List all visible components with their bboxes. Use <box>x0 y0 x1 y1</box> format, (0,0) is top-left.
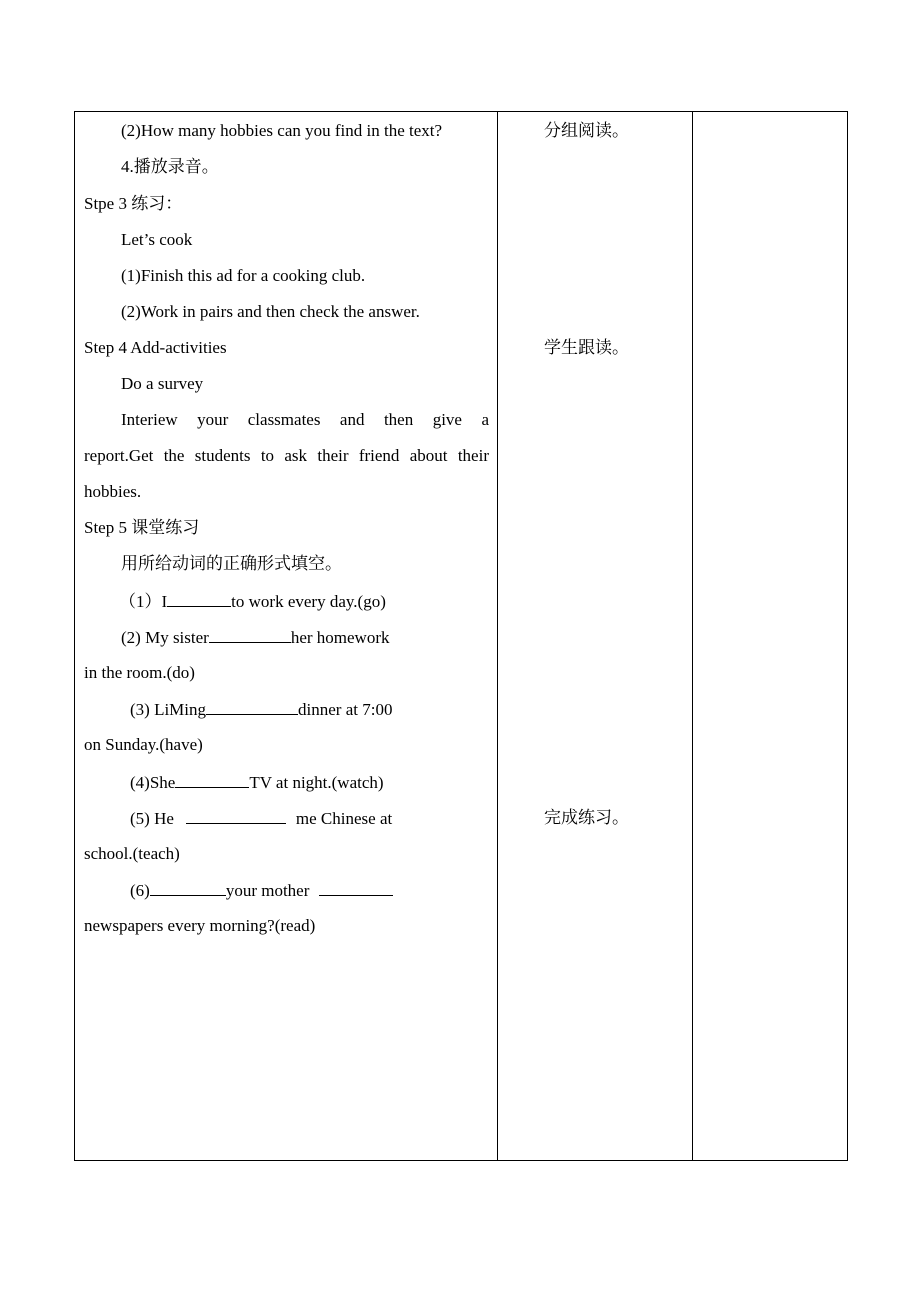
exercise-3-continuation: on Sunday.(have) <box>84 735 203 754</box>
exercise-2-blank[interactable] <box>209 626 291 643</box>
exercise-5-prompt: (5) He <box>130 809 174 828</box>
teaching-steps-cell <box>75 112 498 1161</box>
exercise-4 <box>130 771 384 794</box>
exercise-2-rest: her homework <box>290 628 390 647</box>
step4-title: Step 4 Add-activities <box>84 338 227 357</box>
interview-line-3: hobbies. <box>84 482 142 501</box>
exercise-3 <box>130 698 392 721</box>
lesson-plan-table <box>74 111 848 1161</box>
exercise-5-rest: me Chinese at <box>295 809 393 828</box>
exercise-1-prompt: （1）I <box>119 592 168 611</box>
cook-task-1: (1)Finish this ad for a cooking club. <box>121 266 366 285</box>
exercise-4-prompt: (4)She <box>130 773 176 792</box>
interview-line-1: Interiew your classmates and then give a <box>121 410 489 429</box>
step5-title: Step 5 课堂练习 <box>84 518 200 537</box>
exercise-6-prompt: (6) <box>130 881 150 900</box>
complete-exercise: 完成练习。 <box>544 808 629 827</box>
exercise-3-prompt: (3) LiMing <box>130 700 207 719</box>
exercise-1-rest: to work every day.(go) <box>231 592 386 611</box>
exercise-6-blank-1[interactable] <box>150 879 226 896</box>
exercise-6-continuation: newspapers every morning?(read) <box>84 916 316 935</box>
exercise-3-rest: dinner at 7:00 <box>298 700 393 719</box>
notes-cell <box>693 112 848 1161</box>
question-how-many-hobbies: (2)How many hobbies can you find in the text? <box>121 121 443 140</box>
exercise-5-continuation: school.(teach) <box>84 844 180 863</box>
step3-title: Stpe 3 练习： <box>84 194 183 213</box>
exercise-2-prompt: (2) My sister <box>121 628 209 647</box>
exercise-1 <box>119 590 386 613</box>
play-recording: 4.播放录音。 <box>121 157 219 176</box>
exercise-4-rest: TV at night.(watch) <box>249 773 384 792</box>
survey-task: Do a survey <box>121 374 204 393</box>
lets-cook: Let’s cook <box>121 230 193 249</box>
exercise-6-blank-2[interactable] <box>319 879 393 896</box>
interview-line-2: report.Get the students to ask their friend about their <box>84 446 489 465</box>
group-reading: 分组阅读。 <box>544 121 629 140</box>
exercise-5-blank[interactable] <box>186 807 286 824</box>
exercise-4-blank[interactable] <box>175 771 249 788</box>
exercise-6 <box>130 879 393 902</box>
exercise-6-mid: your mother <box>225 881 310 900</box>
exercise-3-blank[interactable] <box>206 698 298 715</box>
exercise-2-continuation: in the room.(do) <box>84 663 195 682</box>
cook-task-2: (2)Work in pairs and then check the answer. <box>121 302 420 321</box>
exercise-2 <box>121 626 390 649</box>
follow-reading: 学生跟读。 <box>544 338 629 357</box>
student-activity-cell <box>498 112 693 1161</box>
exercise-5 <box>130 807 392 830</box>
exercise-instruction: 用所给动词的正确形式填空。 <box>121 554 342 573</box>
exercise-1-blank[interactable] <box>167 590 231 607</box>
